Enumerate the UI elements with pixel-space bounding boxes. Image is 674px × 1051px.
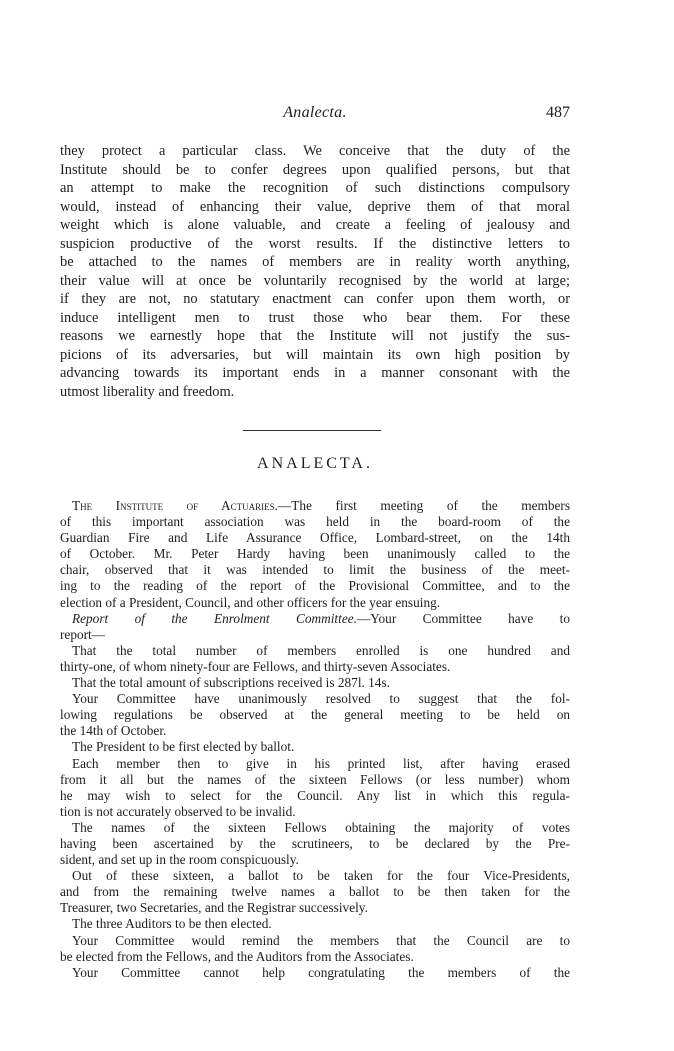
text-line: The President to be first elected by ballot. <box>72 739 295 755</box>
text-line: election of a President, Council, and other officers for the year ensuing. <box>60 594 441 610</box>
text-line: be attached to the names of members are in reality worth anything, <box>60 254 570 270</box>
text-line: induce intelligent men to trust those who bear them. For these <box>60 309 570 326</box>
text-line: and from the remaining twelve names a ballot to be then taken for the <box>60 884 570 900</box>
text-line: ing to the reading of the report of the Provisional Committee, and to the <box>60 578 570 594</box>
text-line: chair, observed that it was intended to limit the business of the meet- <box>60 562 570 578</box>
text-line: tion is not accurately observed to be invalid. <box>60 803 296 819</box>
report-title: Report of the Enrolment Committee. <box>72 610 357 626</box>
section-heading: ANALECTA. <box>257 455 373 472</box>
section-divider <box>243 430 381 431</box>
text-line: be elected from the Fellows, and the Auditors from the Associates. <box>60 948 414 964</box>
text-line: from it all but the names of the sixteen Fellows (or less number) whom <box>60 771 570 787</box>
text-line: weight which is alone valuable, and create a feeling of jealousy and <box>60 217 570 233</box>
running-head <box>60 104 570 126</box>
page-number: 487 <box>546 104 570 121</box>
text-line: lowing regulations be observed at the general meeting to be held on <box>60 707 570 723</box>
text-span: —Your Committee have to <box>356 610 570 626</box>
text-line <box>60 611 570 627</box>
analecta-section <box>60 498 570 981</box>
text-line: their value will at once be voluntarily recognised by the world at large; <box>60 272 570 289</box>
text-line: Guardian Fire and Life Assurance Office, Lombard-street, on the 14th <box>60 530 570 546</box>
text-line: he may wish to select for the Council. Any list in which this regula- <box>60 787 570 803</box>
running-title: Analecta. <box>283 104 347 121</box>
text-line: having been ascertained by the scrutineers, to be declared by the Pre- <box>60 835 570 851</box>
article-title: The Institute of Actuaries. <box>72 498 278 513</box>
text-line: picions of its adversaries, but will maintain its own high position by <box>60 346 570 363</box>
text-line: utmost liberality and freedom. <box>60 383 235 400</box>
text-line: Institute should be to confer degrees upon qualified persons, but that <box>60 161 570 178</box>
text-line: That the total number of members enrolled is one hundred and <box>72 642 570 658</box>
text-line: Your Committee cannot help congratulating the members of the <box>72 964 570 980</box>
text-span: —The first meeting of the members <box>277 498 570 513</box>
text-line: sident, and set up in the room conspicuously. <box>60 852 299 868</box>
text-line: Treasurer, two Secretaries, and the Registrar successively. <box>60 900 368 916</box>
text-line: Each member then to give in his printed list, after having erased <box>72 755 570 771</box>
text-line: of October. Mr. Peter Hardy having been unanimously called to the <box>60 546 570 562</box>
text-line: Your Committee have unanimously resolved to suggest that the fol- <box>72 691 570 707</box>
text-line: thirty-one, of whom ninety-four are Fellows, and thirty-seven Associates. <box>60 658 451 674</box>
text-line: an attempt to make the recognition of such distinctions compulsory <box>60 180 570 196</box>
text-line: if they are not, no statutary enactment can confer upon them worth, or <box>60 291 570 307</box>
text-line: advancing towards its important ends in a manner consonant with the <box>60 365 570 381</box>
text-line <box>60 498 570 514</box>
closing-paragraph <box>60 142 570 401</box>
text-line: report— <box>60 626 106 642</box>
text-line: of this important association was held in the board-room of the <box>60 514 570 530</box>
text-line: would, instead of enhancing their value, deprive them of that moral <box>60 198 570 215</box>
text-line: the 14th of October. <box>60 723 167 739</box>
text-line: they protect a particular class. We conceive that the duty of the <box>60 143 570 159</box>
text-line: The names of the sixteen Fellows obtaining the majority of votes <box>72 819 570 835</box>
text-line: Your Committee would remind the members that the Council are to <box>72 932 570 948</box>
text-line: suspicion productive of the worst results. If the distinctive letters to <box>60 235 570 252</box>
text-line: The three Auditors to be then elected. <box>72 916 272 932</box>
text-line: reasons we earnestly hope that the Institute will not justify the sus- <box>60 328 570 344</box>
text-line: That the total amount of subscriptions received is 287l. 14s. <box>72 675 390 691</box>
text-line: Out of these sixteen, a ballot to be taken for the four Vice-Presidents, <box>72 868 570 884</box>
